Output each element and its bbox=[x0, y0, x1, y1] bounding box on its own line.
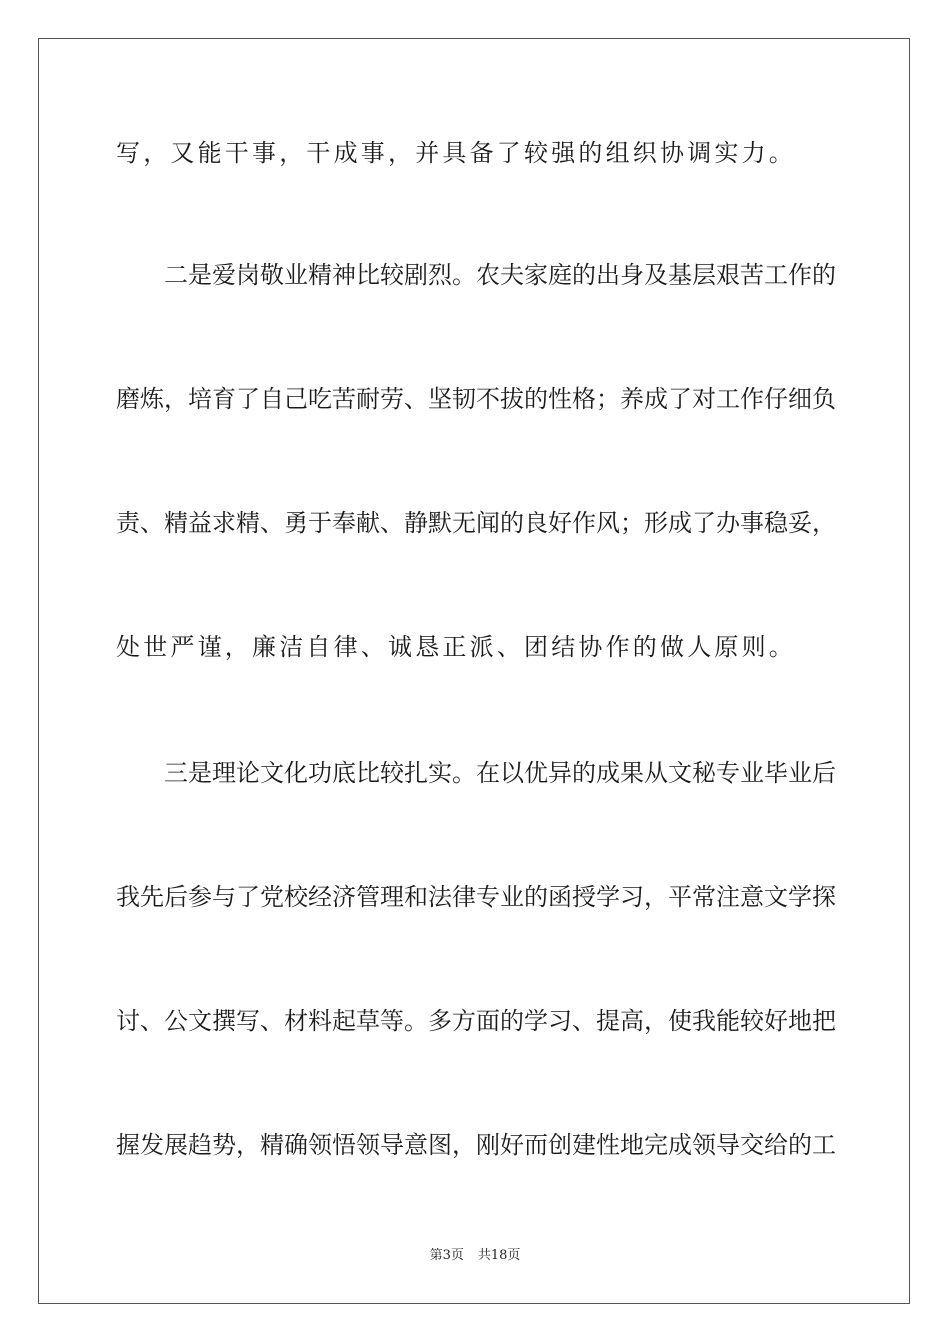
paragraph-line: 我先后参与了党校经济管理和法律专业的函授学习，平常注意文学探 bbox=[116, 883, 836, 911]
paragraph-line: 责、精益求精、勇于奉献、静默无闻的良好作风；形成了办事稳妥， bbox=[116, 509, 836, 537]
paragraph-line: 三是理论文化功底比较扎实。在以优异的成果从文秘专业毕业后 bbox=[164, 759, 836, 787]
paragraph-line: 写，又能干事，干成事，并具备了较强的组织协调实力。 bbox=[116, 139, 796, 167]
paragraph-line: 处世严谨，廉洁自律、诚恳正派、团结协作的做人原则。 bbox=[116, 633, 796, 661]
paragraph-line: 讨、公文撰写、材料起草等。多方面的学习、提高，使我能较好地把 bbox=[116, 1007, 836, 1035]
paragraph-line: 磨炼，培育了自己吃苦耐劳、坚韧不拔的性格；养成了对工作仔细负 bbox=[116, 385, 836, 413]
paragraph-line: 握发展趋势，精确领悟领导意图，刚好而创建性地完成领导交给的工 bbox=[116, 1131, 836, 1159]
page-border bbox=[38, 38, 910, 1304]
page-number-total: 共18页 bbox=[477, 1248, 521, 1263]
page-footer bbox=[0, 1247, 950, 1265]
page-number-current: 第3页 bbox=[429, 1248, 464, 1263]
paragraph-line: 二是爱岗敬业精神比较剧烈。农夫家庭的出身及基层艰苦工作的 bbox=[164, 261, 836, 289]
